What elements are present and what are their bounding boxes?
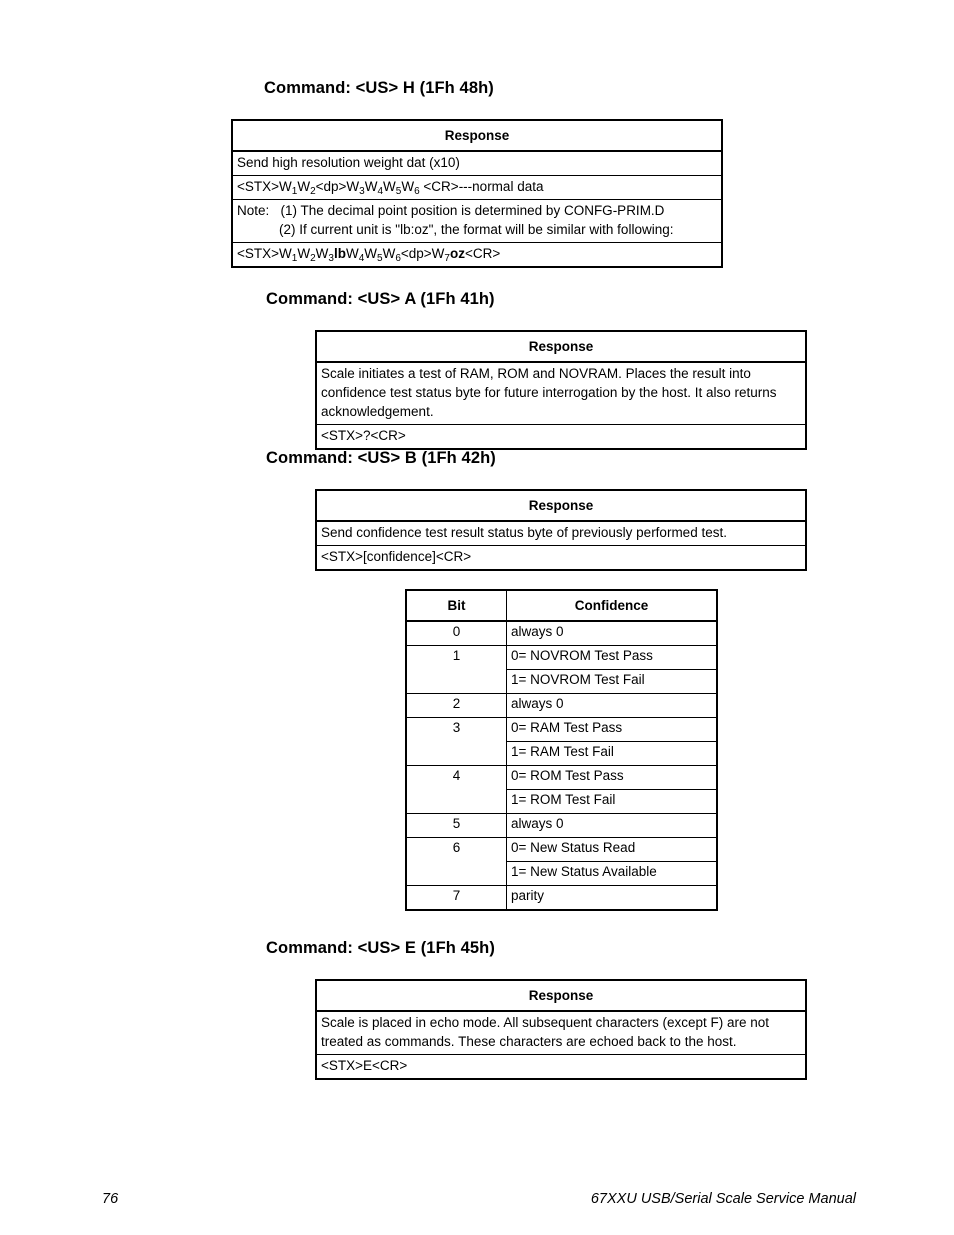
format-token: W (401, 179, 415, 194)
format-token: W (315, 246, 329, 261)
table-row (406, 838, 717, 862)
table-row (406, 814, 717, 838)
format-token: W (297, 246, 311, 261)
command-h-heading: Command: <US> H (1Fh 48h) (264, 79, 494, 97)
command-e-response-table (315, 979, 807, 1080)
response-format: <STX>?<CR> (316, 425, 806, 450)
confidence-value: 1= NOVROM Test Fail (507, 670, 718, 694)
confidence-value: 1= New Status Available (507, 862, 718, 886)
response-note (232, 200, 722, 243)
bit-column-header: Bit (406, 590, 507, 621)
note-line-1: (1) The decimal point position is determined by CONFG-PRIM.D (280, 203, 665, 218)
response-description: Scale is placed in echo mode. All subsequent characters (except F) are not treated as commands. These characters are echoed back to the host. (321, 1015, 769, 1049)
subscript: 2 (310, 253, 316, 264)
command-h-response-table (231, 119, 723, 268)
table-row (406, 646, 717, 670)
table-row (406, 694, 717, 718)
response-description: Send high resolution weight dat (x10) (237, 155, 460, 170)
confidence-bit-table (405, 589, 718, 911)
response-header: Response (232, 120, 722, 151)
confidence-value: parity (507, 886, 718, 911)
format-token: W (364, 246, 378, 261)
format-token: <dp>W (315, 179, 360, 194)
confidence-value: always 0 (507, 694, 718, 718)
confidence-value: always 0 (507, 621, 718, 646)
confidence-value: 0= NOVROM Test Pass (507, 646, 718, 670)
subscript: 3 (328, 253, 334, 264)
response-header: Response (316, 980, 806, 1011)
table-row (406, 886, 717, 911)
response-description: Scale initiates a test of RAM, ROM and NOVRAM. Places the result into confidence test status byte for future interrogation by the host. It also returns acknowledgement. (321, 366, 777, 419)
bit-number: 1 (406, 646, 507, 694)
subscript: 3 (359, 186, 365, 197)
format-token: <STX>W (237, 246, 292, 261)
note-label: Note: (237, 203, 270, 218)
confidence-value: 1= RAM Test Fail (507, 742, 718, 766)
page-number: 76 (102, 1191, 119, 1207)
format-token: W (382, 246, 396, 261)
bit-number: 2 (406, 694, 507, 718)
command-e-heading: Command: <US> E (1Fh 45h) (266, 939, 495, 957)
format-token: W (297, 179, 311, 194)
command-a-heading: Command: <US> A (1Fh 41h) (266, 290, 495, 308)
manual-title: 67XXU USB/Serial Scale Service Manual (590, 1191, 856, 1207)
confidence-value: 0= New Status Read (507, 838, 718, 862)
confidence-value: 0= RAM Test Pass (507, 718, 718, 742)
command-b-response-table (315, 489, 807, 571)
response-format: <STX>[confidence]<CR> (316, 546, 806, 571)
subscript: 6 (414, 186, 420, 197)
unit-token: lb (333, 246, 346, 261)
confidence-column-header: Confidence (507, 590, 718, 621)
subscript: 5 (377, 253, 383, 264)
confidence-value: 1= ROM Test Fail (507, 790, 718, 814)
bit-number: 0 (452, 624, 461, 639)
lboz-data-format (232, 243, 722, 268)
response-header: Response (316, 331, 806, 362)
response-header: Response (316, 490, 806, 521)
format-token: <CR> (464, 246, 501, 261)
subscript: 1 (291, 253, 298, 264)
subscript: 1 (291, 186, 298, 197)
response-format: <STX>E<CR> (316, 1055, 806, 1080)
subscript: 6 (395, 253, 401, 264)
format-token: <CR>---normal data (419, 179, 544, 194)
subscript: 7 (444, 253, 450, 264)
format-token: W (345, 246, 359, 261)
bit-number: 7 (406, 886, 507, 911)
format-token: <STX>W (237, 179, 292, 194)
subscript: 4 (358, 253, 365, 264)
subscript: 4 (377, 186, 384, 197)
normal-data-format (232, 176, 722, 200)
subscript: 2 (310, 186, 316, 197)
note-line-2: (2) If current unit is "lb:oz", the format will be similar with following: (279, 222, 674, 237)
format-token: W (364, 179, 378, 194)
command-a-response-table (315, 330, 807, 450)
table-row (406, 766, 717, 790)
command-b-heading: Command: <US> B (1Fh 42h) (266, 449, 496, 467)
confidence-value: 0= ROM Test Pass (507, 766, 718, 790)
bit-number: 5 (406, 814, 507, 838)
unit-token: oz (449, 246, 465, 261)
format-token: W (383, 179, 396, 194)
bit-number: 3 (406, 718, 507, 766)
confidence-value: always 0 (507, 814, 718, 838)
response-description: Send confidence test result status byte of previously performed test. (321, 525, 727, 540)
format-token: <dp>W (400, 246, 445, 261)
confidence-rows (406, 621, 717, 910)
bit-number: 4 (406, 766, 507, 814)
subscript: 5 (395, 186, 402, 197)
bit-number: 6 (406, 838, 507, 886)
table-row (406, 718, 717, 742)
table-row (406, 621, 717, 646)
